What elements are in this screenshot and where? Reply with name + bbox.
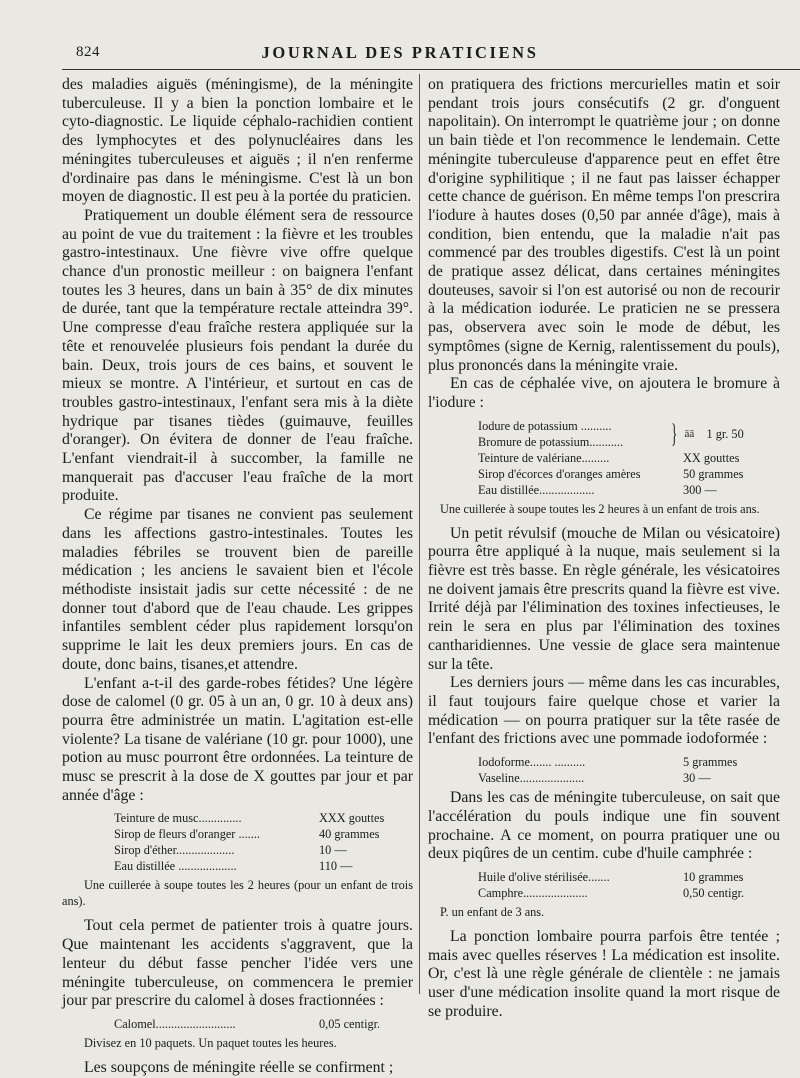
paragraph: des maladies aiguës (méningisme), de la méningite tuberculeuse. Il y a bien la ponction lombaire et le cyto-diagnostic. Le liquide céphalo-rachidien contient des lymphocytes et des polynucléaires dans les méningites tuberculeuses et aiguës ; il n'en renferme d'ordinaire pas dans le méningisme. C'est là un bon moyen de diagnostic. Il est peu à la portée du praticien. bbox=[62, 76, 413, 206]
paragraph: on pratiquera des frictions mercurielles matin et soir pendant trois jours consécutifs (2 gr. d'onguent napolitain). On interrompt le quatrième jour ; on donne un bain tiède et l'on recommence le lendemain. Cette méningite tuberculeuse d'apparence peut en effet être d'origine syphilitique ; il ne faut pas laisser échapper cette chance de guérison. En même temps l'on prescrira l'iodure à hautes doses (0,50 par année d'âge), mais à condition, bien entendu, que la maladie n'ait pas commencé par des troubles digestifs. C'est là un point de pratique assez délicat, dans certaines méningites douteuses, savoir si l'on est autorisé ou non de recourir à la médication iodurée. Le praticien ne se pressera pas, observera avec soin le mode de début, les symptômes (signe de Kernig, ralentissement du pouls), plus prononcés dans la méningite vraie. bbox=[428, 76, 780, 374]
brace-symbol: } bbox=[671, 418, 678, 448]
right-column bbox=[428, 76, 780, 1021]
prescription-line: Eau distillée ................... 110 — bbox=[114, 859, 353, 874]
prescription-note: P. un enfant de 3 ans. bbox=[440, 904, 545, 919]
prescription-iodoforme bbox=[478, 754, 780, 786]
prescription-note: Une cuillerée à soupe toutes les 2 heures (pour un enfant de trois ans). bbox=[62, 878, 413, 909]
prescription-line: Calomel.......................... 0,05 centigr. bbox=[114, 1016, 381, 1031]
paragraph: En cas de céphalée vive, on ajoutera le bromure à l'iodure : bbox=[428, 375, 780, 411]
paragraph: Les soupçons de méningite réelle se confirment ; bbox=[84, 1058, 394, 1076]
prescription-line: Sirop de fleurs d'oranger ....... 40 grammes bbox=[114, 827, 380, 842]
running-head-title: JOURNAL DES PRATICIENS bbox=[261, 43, 539, 62]
header-rule bbox=[62, 69, 800, 70]
prescription-line: Vaseline..................... 30 — bbox=[478, 771, 711, 786]
prescription-note: Une cuillerée à soupe toutes les 2 heures à un enfant de trois ans. bbox=[440, 501, 760, 516]
prescription-qty: 1 gr. 50 bbox=[706, 426, 744, 441]
prescription-note: Divisez en 10 paquets. Un paquet toutes les heures. bbox=[84, 1035, 337, 1050]
ana-abbreviation: āā bbox=[684, 427, 695, 440]
prescription-calomel bbox=[114, 1016, 413, 1032]
prescription-line: Bromure de potassium........... bbox=[478, 434, 624, 449]
paragraph: Ce régime par tisanes ne convient pas seulement dans les affections gastro-intestinales. Toutes les maladies fébriles se trouvent bien de pareille médication ; les anciens le savaient bien et l'école méthodiste insistait jadis sur cette nécessité : de ne donner tout d'abord que de l'eau chaude. Les grippes infantiles semblent céder plus rapidement lorsqu'on supprime le lait les deux premiers jours. En cas de doute, donc bains, tisanes,et attendre. bbox=[62, 506, 413, 673]
prescription-line: Teinture de valériane......... XX gouttes bbox=[478, 450, 740, 465]
prescription-line: Teinture de musc.............. XXX gouttes bbox=[114, 811, 385, 826]
page-number: 824 bbox=[76, 44, 100, 60]
column-divider bbox=[419, 74, 420, 994]
paragraph: L'enfant a-t-il des garde-robes fétides? Une légère dose de calomel (0 gr. 05 à un an, 0 gr. 10 à deux ans) pourra être administrée un matin. L'agitation est-elle violente? La tisane de valériane (10 gr. pour 1000), une potion au musc pourront être ordonnées. La teinture de musc se prescrit à la dose de X gouttes par jour et par année d'âge : bbox=[62, 674, 413, 804]
paragraph: La ponction lombaire pourra parfois être tentée ; mais avec quelles réserves ! La médication est insolite. Or, c'est là une règle générale de clientèle : ne jamais user d'une médication insolite quand la mort risque de se produire. bbox=[428, 927, 780, 1020]
prescription-brace-group bbox=[478, 418, 780, 450]
prescription-line: Eau distillée.................. 300 — bbox=[478, 482, 717, 497]
paragraph: Les derniers jours — même dans les cas incurables, il faut toujours faire quelque chose et varier la médication — on pourra pratiquer sur la tête rasée de l'enfant des frictions avec une pommade iodoformée : bbox=[428, 674, 780, 748]
prescription-camphre bbox=[478, 869, 780, 901]
paragraph: Dans les cas de méningite tuberculeuse, on sait que l'accélération du pouls indique une fin souvent prochaine. A ce moment, on pourra pratiquer une ou deux piqûres de un centim. cube d'huile camphrée : bbox=[428, 789, 780, 863]
prescription-line: Sirop d'écorces d'oranges amères 50 grammes bbox=[478, 466, 744, 481]
prescription-bromure bbox=[478, 418, 780, 498]
prescription-line: Camphre..................... 0,50 centigr. bbox=[478, 885, 745, 900]
prescription-musc bbox=[114, 810, 413, 874]
prescription-line: Sirop d'éther................... 10 — bbox=[114, 843, 347, 858]
prescription-line: Iodoforme....... .......... 5 grammes bbox=[478, 755, 738, 770]
left-column bbox=[62, 76, 413, 1078]
paragraph: Tout cela permet de patienter trois à quatre jours. Que maintenant les accidents s'aggravent, que la lenteur du début fasse pencher l'idée vers une méningite tuberculeuse, on commencera le premier jour par prescrire du calomel à doses fractionnées : bbox=[62, 917, 413, 1010]
paragraph: Pratiquement un double élément sera de ressource au point de vue du traitement : la fièvre et les troubles gastro-intestinaux. Une fièvre vive offre quelque chance d'un pronostic meilleur : on baignera l'enfant toutes les 3 heures, dans un bain à 35° de dix minutes de durée, tant que la température rectale atteindra 39°. Une compresse d'eau fraîche restera appliquée sur la tête et renouvelée plusieurs fois pendant la durée du bain. Deux, trois jours de ces bains, et souvent le mieux se montre. A l'intérieur, et surtout en cas de troubles gastro-intestinaux, l'enfant sera mis à la diète hydrique par tisanes tièdes (guimauve, feuilles d'oranger). On évitera de donner de l'eau fraîche. L'enfant viendrait-il à succomber, la famille ne manquerait pas d'accuser l'eau fraîche de la mort produite. bbox=[62, 206, 413, 505]
prescription-line: Huile d'olive stérilisée....... 10 grammes bbox=[478, 869, 744, 884]
paragraph: Un petit révulsif (mouche de Milan ou vésicatoire) pourra être appliqué à la nuque, mais seulement si la fièvre est très basse. En règle générale, les vésicatoires ne doivent jamais être prescrits quand la fièvre est vive. Irrité déjà par l'élimination des toxines infectieuses, le rein le sera en plus par l'élimination des toxines cantharidiennes. Une vessie de glace sera maintenue sur la tête. bbox=[428, 524, 780, 673]
prescription-line: Iodure de potassium .......... bbox=[478, 418, 612, 433]
